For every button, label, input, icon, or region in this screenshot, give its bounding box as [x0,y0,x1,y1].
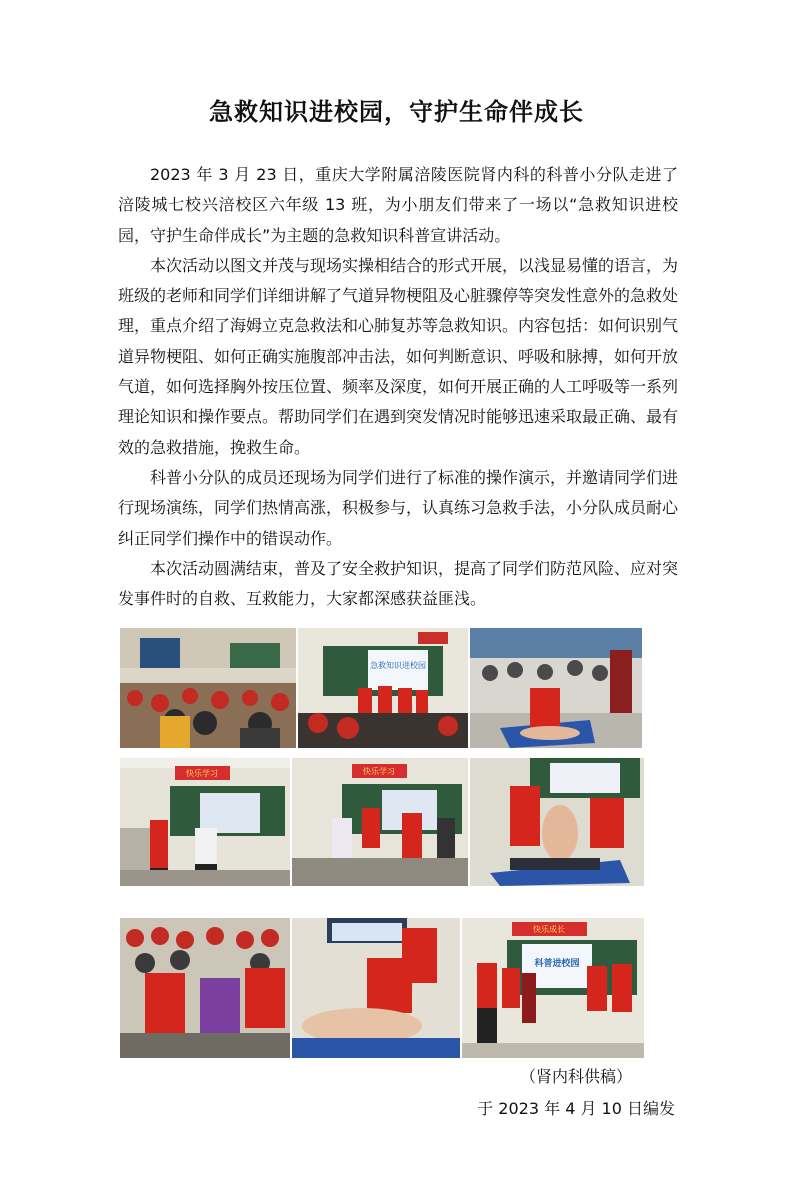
article-body [118,160,678,614]
issue-date: 于 2023 年 4 月 10 日编发 [477,1099,675,1118]
banner-text: 快乐成长 [533,925,565,934]
photo-presentation-board [298,628,468,748]
photo-cpr-demo-floor [470,628,642,748]
banner-text: 快乐学习 [363,767,395,776]
photo-cpr-manikin [470,758,644,886]
paragraph-4: 本次活动圆满结束，普及了安全救护知识，提高了同学们防范风险、应对突发事件时的自救、互救能力，大家都深感获益匪浅。 [118,558,679,609]
paragraph-1: 2023 年 3 月 23 日，重庆大学附属涪陵医院肾内科的科普小分队走进了涪陵城七校兴涪校区六年级 13 班，为小朋友们带来了一场以“急救知识进校园，守护生命伴成长”为主题的急救知识科普宣讲活动。 [118,165,678,245]
photo-classroom-students [120,628,296,748]
board-title-text: 急救知识进校园 [370,661,426,670]
photo-heimlich-demo-2 [292,758,468,886]
photo-manikin-closeup [292,918,460,1058]
photo-student-practice [120,918,290,1058]
article-title: 急救知识进校园，守护生命伴成长 [209,97,584,127]
credit-line: （肾内科供稿） [520,1067,633,1086]
banner-text: 快乐学习 [186,769,218,778]
photo-heimlich-demo-1 [120,758,290,886]
paragraph-3: 科普小分队的成员还现场为同学们进行了标准的操作演示，并邀请同学们进行现场演练，同学们热情高涨，积极参与，认真练习急救手法，小分队成员耐心纠正同学们操作中的错误动作。 [118,467,679,548]
photo-group-board [462,918,644,1058]
board-title-text: 科普进校园 [534,959,580,969]
paragraph-2: 本次活动以图文并茂与现场实操相结合的形式开展，以浅显易懂的语言，为班级的老师和同学们详细讲解了气道异物梗阻及心脏骤停等突发性意外的急救处理，重点介绍了海姆立克急救法和心肺复苏等急救知识。内容包括：如何识别气道异物梗阻、如何正确实施腹部冲击法，如何判断意识、呼吸和脉搏，如何开放气道，如何选择胸外按压位置、频率及深度，如何开展正确的人工呼吸等一系列理论知识和操作要点。帮助同学们在遇到突发情况时能够迅速采取最正确、最有效的急救措施，挽救生命。 [118,255,679,457]
